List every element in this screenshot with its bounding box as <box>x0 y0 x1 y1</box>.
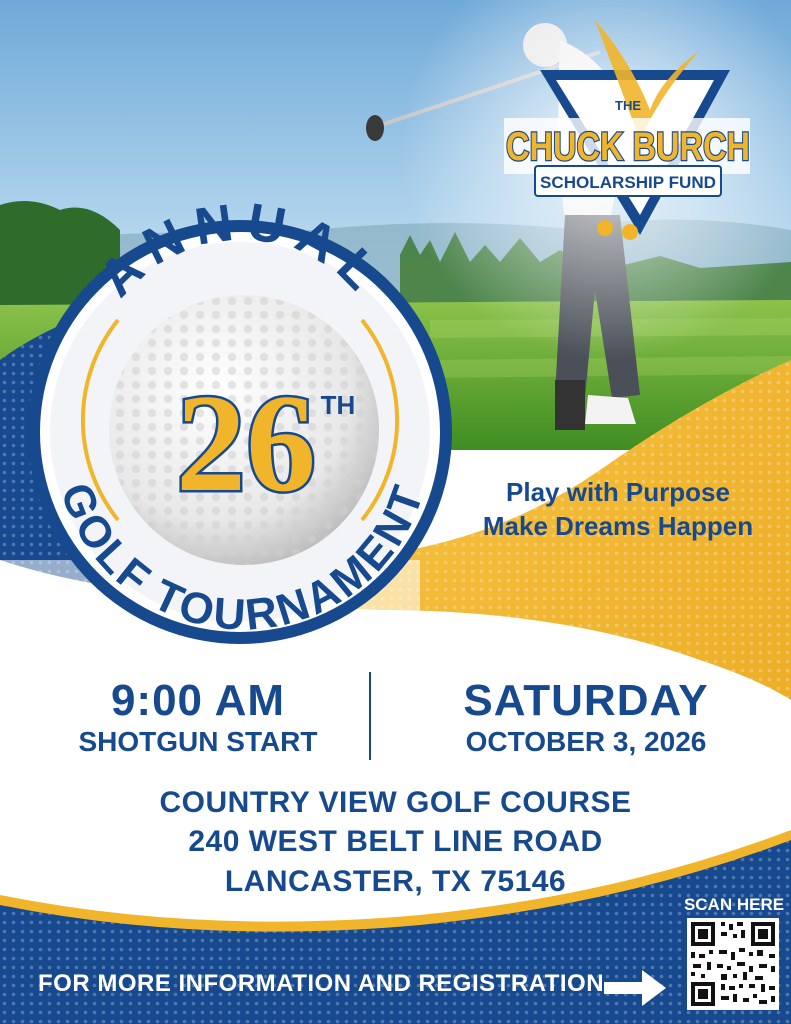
more-info-text: FOR MORE INFORMATION AND REGISTRATION <box>38 970 605 997</box>
logo-name: CHUCK BURCH <box>506 125 750 169</box>
logo-fund: SCHOLARSHIP FUND <box>540 173 716 192</box>
venue-city: LANCASTER, TX 75146 <box>224 865 567 898</box>
logo-the: THE <box>615 98 641 113</box>
badge-number: 26 <box>176 366 316 521</box>
scan-here-label: SCAN HERE <box>683 895 785 914</box>
venue-name: COUNTRY VIEW GOLF COURSE <box>159 786 632 819</box>
qr-code-icon <box>687 918 779 1010</box>
badge-arc-top: ANNUAL <box>88 192 397 309</box>
badge-suffix: TH <box>320 390 356 420</box>
event-day: SATURDAY <box>463 676 709 725</box>
venue-street: 240 WEST BELT LINE ROAD <box>188 825 603 858</box>
tagline-line-1: Play with Purpose <box>506 477 730 507</box>
event-start-type: SHOTGUN START <box>78 726 318 757</box>
event-date: OCTOBER 3, 2026 <box>465 726 707 757</box>
event-time: 9:00 AM <box>110 676 286 725</box>
qr-code[interactable] <box>687 918 779 1010</box>
badge-arc-bottom: GOLF TOURNAMENT <box>50 476 435 641</box>
tagline-line-2: Make Dreams Happen <box>482 511 754 541</box>
details-divider <box>369 672 371 760</box>
